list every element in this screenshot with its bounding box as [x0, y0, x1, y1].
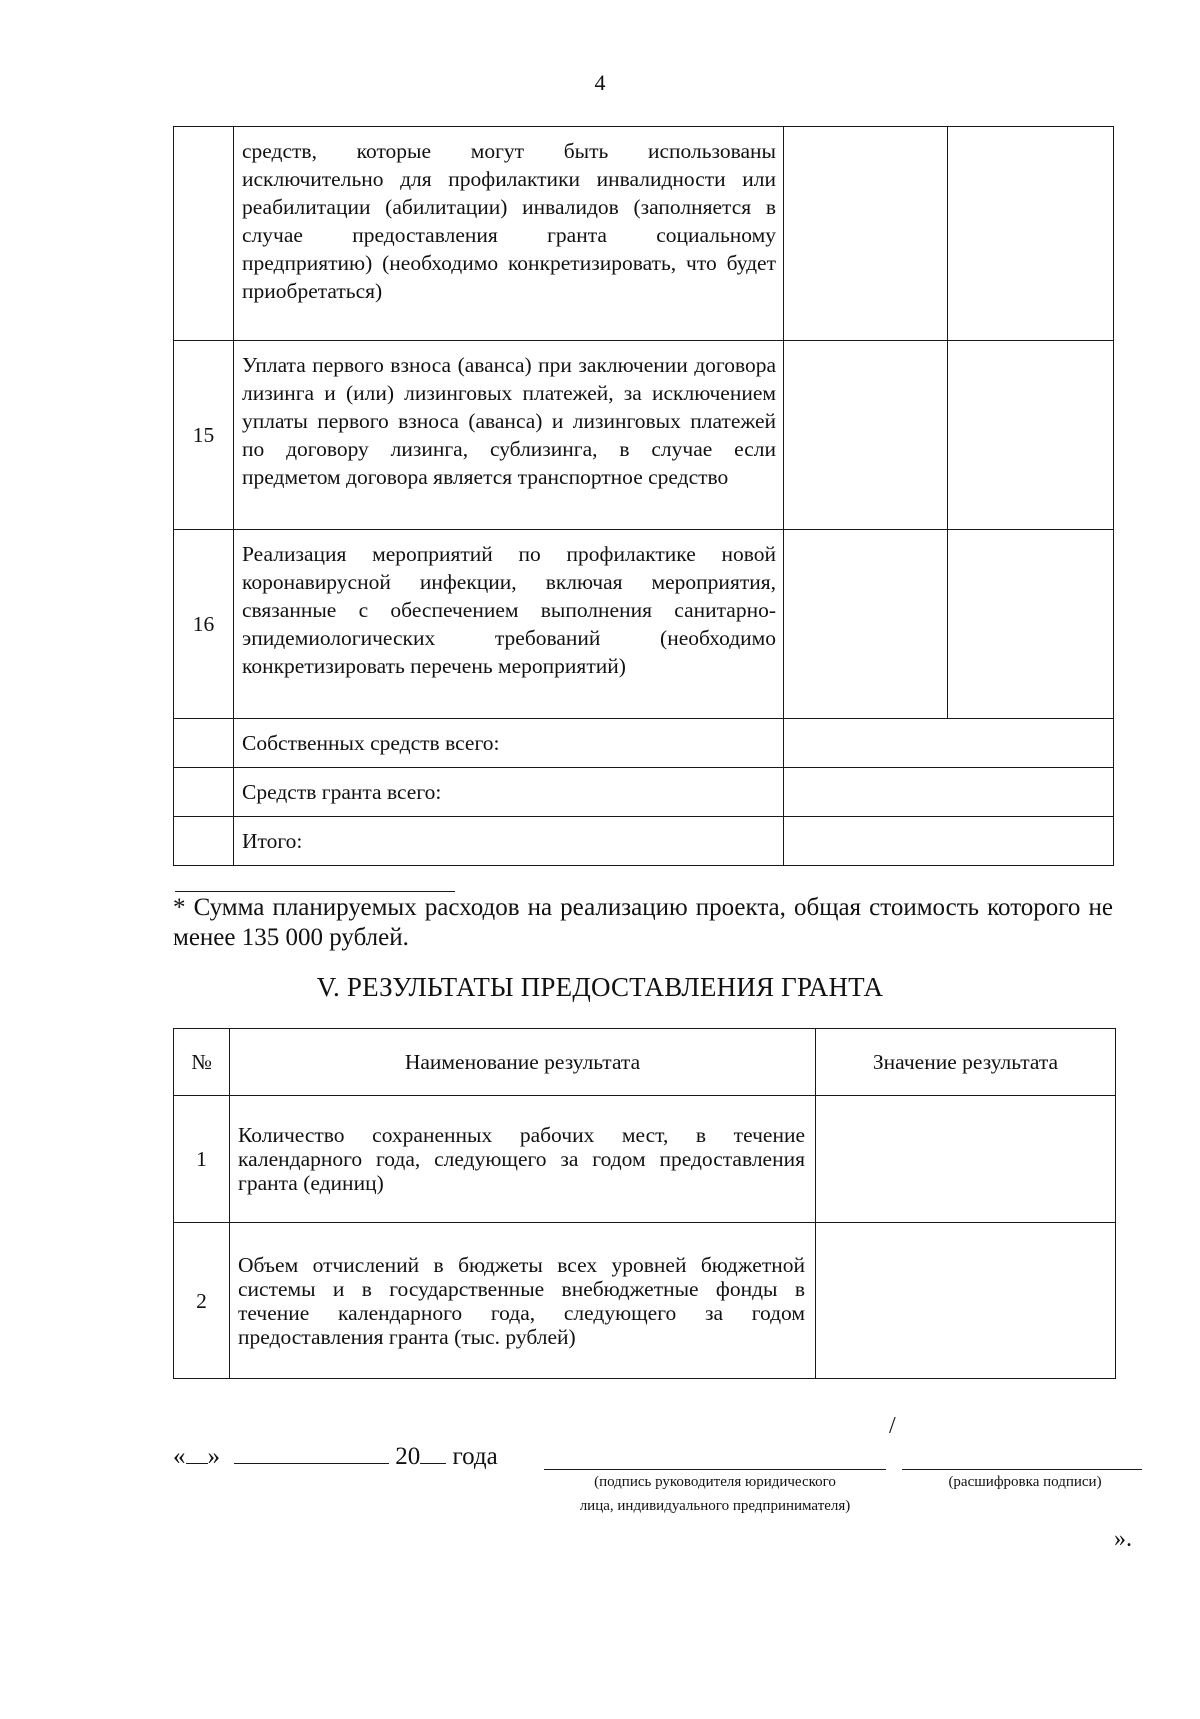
- own-funds-cell: [784, 127, 948, 341]
- signature-label-line2: лица, индивидуального предпринимателя): [579, 1498, 851, 1514]
- totals-label: Итого:: [234, 817, 784, 866]
- grant-funds-cell: [948, 530, 1114, 719]
- header-result-name: Наименование результата: [230, 1029, 816, 1096]
- header-number: №: [174, 1029, 230, 1096]
- section-heading: V. РЕЗУЛЬТАТЫ ПРЕДОСТАВЛЕНИЯ ГРАНТА: [316, 972, 884, 1002]
- totals-label: Средств гранта всего:: [234, 768, 784, 817]
- table-row: [174, 341, 1114, 530]
- expenses-table: [173, 126, 1114, 866]
- date-field: [173, 1443, 498, 1471]
- row-number: [174, 127, 234, 341]
- year-blank: [420, 1443, 446, 1464]
- header-result-value: Значение результата: [816, 1029, 1116, 1096]
- totals-row: [174, 768, 1114, 817]
- result-value-cell: [816, 1223, 1116, 1379]
- row-number: 1: [174, 1096, 230, 1223]
- grant-funds-cell: [948, 127, 1114, 341]
- totals-value-cell: [784, 817, 1114, 866]
- footnote: * Сумма планируемых расходов на реализацию проекта, общая стоимость которого не менее 135 000 рублей.: [173, 894, 1113, 951]
- result-name: Количество сохраненных рабочих мест, в течение календарного года, следующего за годом предоставления гранта (единиц): [230, 1096, 816, 1223]
- footnote-divider: [175, 891, 455, 892]
- totals-value-cell: [784, 719, 1114, 768]
- closing-quote-mark: ».: [1114, 1526, 1132, 1552]
- own-funds-cell: [784, 530, 948, 719]
- table-row: [174, 127, 1114, 341]
- year-suffix: года: [452, 1443, 498, 1470]
- result-name: Объем отчислений в бюджеты всех уровней бюджетной системы и в государственные внебюджетные фонды в течение календарного года, следующего за годом предоставления гранта (тыс. рублей): [230, 1223, 816, 1379]
- year-prefix: 20: [395, 1443, 421, 1470]
- totals-row: [174, 817, 1114, 866]
- row-number: 2: [174, 1223, 230, 1379]
- table-row: [174, 1223, 1116, 1379]
- totals-value-cell: [784, 768, 1114, 817]
- date-open-quote: «: [173, 1443, 186, 1470]
- expense-item-text: Уплата первого взноса (аванса) при заключении договора лизинга и (или) лизинговых платежей, за исключением уплаты первого взноса (аванса) и лизинговых платежей по договору лизинга, сублизинга, в случае если предметом договора является транспортное средство: [234, 341, 784, 530]
- row-number: [174, 719, 234, 768]
- expense-item-text: средств, которые могут быть использованы исключительно для профилактики инвалидности или реабилитации (абилитации) инвалидов (заполняется в случае предоставления гранта социальному предприятию) (необходимо конкретизировать, что будет приобретаться): [234, 127, 784, 341]
- expense-item-text: Реализация мероприятий по профилактике новой коронавирусной инфекции, включая мероприятия, связанные с обеспечением выполнения санитарно-эпидемиологических требований (необходимо конкретизировать перечень мероприятий): [234, 530, 784, 719]
- month-blank: [234, 1443, 389, 1464]
- signature-label: [520, 1470, 910, 1518]
- results-header-row: [174, 1029, 1116, 1096]
- row-number: [174, 768, 234, 817]
- table-row: [174, 530, 1114, 719]
- table-row: [174, 1096, 1116, 1223]
- row-number: 16: [174, 530, 234, 719]
- totals-row: [174, 719, 1114, 768]
- own-funds-cell: [784, 341, 948, 530]
- date-close-quote: »: [207, 1443, 220, 1470]
- row-number: [174, 817, 234, 866]
- decryption-label: (расшифровка подписи): [948, 1474, 1102, 1490]
- day-blank: [186, 1443, 208, 1464]
- results-table: [173, 1028, 1116, 1379]
- row-number: 15: [174, 341, 234, 530]
- result-value-cell: [816, 1096, 1116, 1223]
- signature-label-line1: (подпись руководителя юридического: [594, 1474, 836, 1490]
- page-number: 4: [594, 70, 606, 95]
- totals-label: Собственных средств всего:: [234, 719, 784, 768]
- grant-funds-cell: [948, 341, 1114, 530]
- signature-slash: /: [889, 1413, 896, 1439]
